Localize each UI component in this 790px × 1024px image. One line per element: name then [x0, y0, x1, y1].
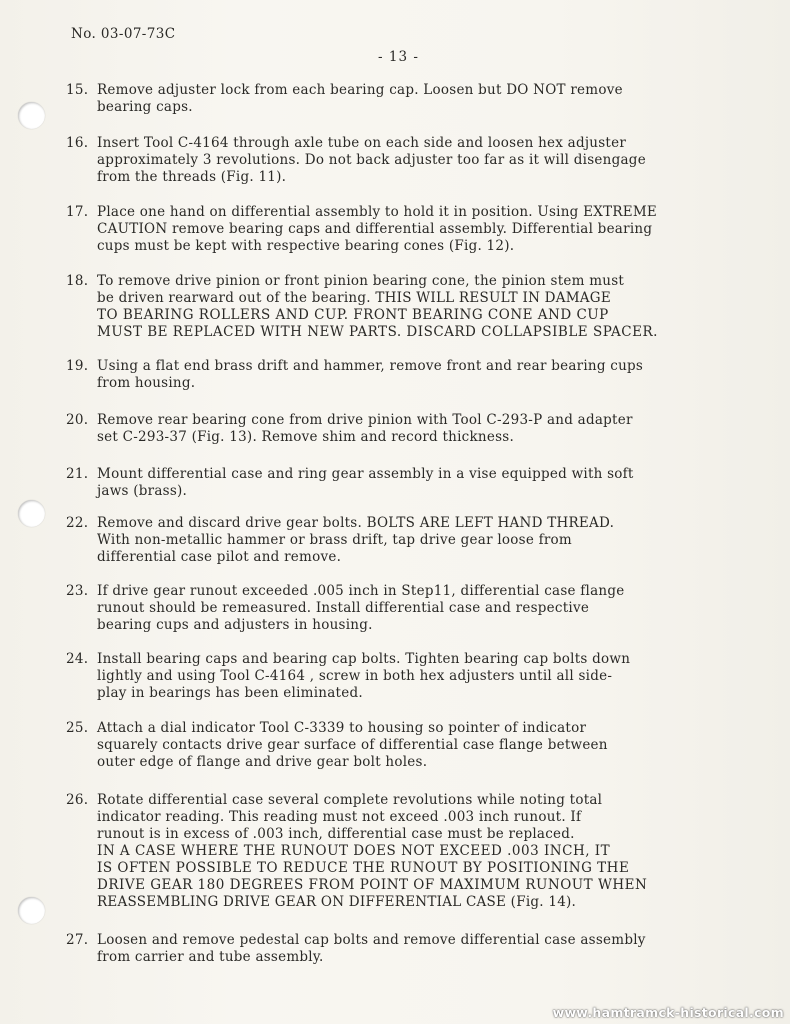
step-number: 17.: [66, 204, 89, 220]
step-number: 20.: [66, 412, 89, 428]
step-line: Rotate differential case several complete revolutions while noting total: [97, 792, 603, 808]
step-line: jaws (brass).: [97, 483, 188, 499]
step-line: To remove drive pinion or front pinion bearing cone, the pinion stem must: [97, 273, 625, 289]
step-number: 18.: [66, 273, 89, 289]
step-text: [97, 135, 727, 186]
step-line: outer edge of flange and drive gear bolt holes.: [97, 754, 428, 770]
binder-hole: [18, 102, 45, 129]
step-line: squarely contacts drive gear surface of differential case flange between: [97, 737, 608, 753]
step-line: REASSEMBLING DRIVE GEAR ON DIFFERENTIAL CASE (Fig. 14).: [97, 894, 577, 910]
step-number: 27.: [66, 932, 89, 948]
website-watermark: www.hamtramck-historical.com: [552, 1005, 784, 1020]
step-number: 19.: [66, 358, 89, 374]
step-text: [97, 515, 727, 566]
step-line: indicator reading. This reading must not exceed .003 inch runout. If: [97, 809, 582, 825]
step-line: Place one hand on differential assembly to hold it in position. Using EXTREME: [97, 204, 658, 220]
step-line: Mount differential case and ring gear assembly in a vise equipped with soft: [97, 466, 634, 482]
step-text: [97, 932, 727, 966]
step-text: [97, 466, 727, 500]
step-line: Install bearing caps and bearing cap bolts. Tighten bearing cap bolts down: [97, 651, 631, 667]
step-line: With non-metallic hammer or brass drift, tap drive gear loose from: [97, 532, 572, 548]
step-line: from housing.: [97, 375, 196, 391]
step-line: Loosen and remove pedestal cap bolts and remove differential case assembly: [97, 932, 646, 948]
binder-hole: [18, 500, 45, 527]
step-number: 15.: [66, 82, 89, 98]
step-line: Remove and discard drive gear bolts. BOLTS ARE LEFT HAND THREAD.: [97, 515, 615, 531]
step-line: differential case pilot and remove.: [97, 549, 342, 565]
step-line: cups must be kept with respective bearing cones (Fig. 12).: [97, 238, 515, 254]
binder-hole: [18, 897, 45, 924]
step-number: 24.: [66, 651, 89, 667]
step-line: Attach a dial indicator Tool C-3339 to housing so pointer of indicator: [97, 720, 587, 736]
step-line: IS OFTEN POSSIBLE TO REDUCE THE RUNOUT BY POSITIONING THE: [97, 860, 630, 876]
step-line: runout should be remeasured. Install differential case and respective: [97, 600, 590, 616]
step-line: from the threads (Fig. 11).: [97, 169, 287, 185]
step-text: [97, 583, 727, 634]
step-number: 21.: [66, 466, 89, 482]
step-line: set C-293-37 (Fig. 13). Remove shim and record thickness.: [97, 429, 515, 445]
step-line: play in bearings has been eliminated.: [97, 685, 363, 701]
step-line: be driven rearward out of the bearing. THIS WILL RESULT IN DAMAGE: [97, 290, 611, 306]
step-line: runout is in excess of .003 inch, differential case must be replaced.: [97, 826, 575, 842]
step-line: bearing cups and adjusters in housing.: [97, 617, 373, 633]
step-number: 23.: [66, 583, 89, 599]
step-text: [97, 720, 727, 771]
step-text: [97, 651, 727, 702]
step-line: TO BEARING ROLLERS AND CUP. FRONT BEARING CONE AND CUP: [97, 307, 609, 323]
step-line: lightly and using Tool C-4164 , screw in both hex adjusters until all side-: [97, 668, 613, 684]
step-text: [97, 792, 727, 911]
step-line: Remove rear bearing cone from drive pinion with Tool C-293-P and adapter: [97, 412, 633, 428]
step-text: [97, 204, 727, 255]
page-number: - 13 -: [378, 49, 419, 65]
step-number: 16.: [66, 135, 89, 151]
step-line: bearing caps.: [97, 99, 193, 115]
step-number: 25.: [66, 720, 89, 736]
document-number: No. 03-07-73C: [71, 26, 176, 42]
step-text: [97, 412, 727, 446]
step-line: CAUTION remove bearing caps and differential assembly. Differential bearing: [97, 221, 653, 237]
step-number: 26.: [66, 792, 89, 808]
step-line: MUST BE REPLACED WITH NEW PARTS. DISCARD COLLAPSIBLE SPACER.: [97, 324, 658, 340]
step-line: from carrier and tube assembly.: [97, 949, 324, 965]
step-number: 22.: [66, 515, 89, 531]
step-line: Using a flat end brass drift and hammer, remove front and rear bearing cups: [97, 358, 644, 374]
step-line: DRIVE GEAR 180 DEGREES FROM POINT OF MAXIMUM RUNOUT WHEN: [97, 877, 648, 893]
step-line: Remove adjuster lock from each bearing cap. Loosen but DO NOT remove: [97, 82, 623, 98]
step-line: IN A CASE WHERE THE RUNOUT DOES NOT EXCEED .003 INCH, IT: [97, 843, 611, 859]
step-text: [97, 82, 727, 116]
step-line: approximately 3 revolutions. Do not back adjuster too far as it will disengage: [97, 152, 646, 168]
step-text: [97, 273, 727, 341]
step-line: Insert Tool C-4164 through axle tube on each side and loosen hex adjuster: [97, 135, 627, 151]
step-line: If drive gear runout exceeded .005 inch in Step11, differential case flange: [97, 583, 625, 599]
step-text: [97, 358, 727, 392]
